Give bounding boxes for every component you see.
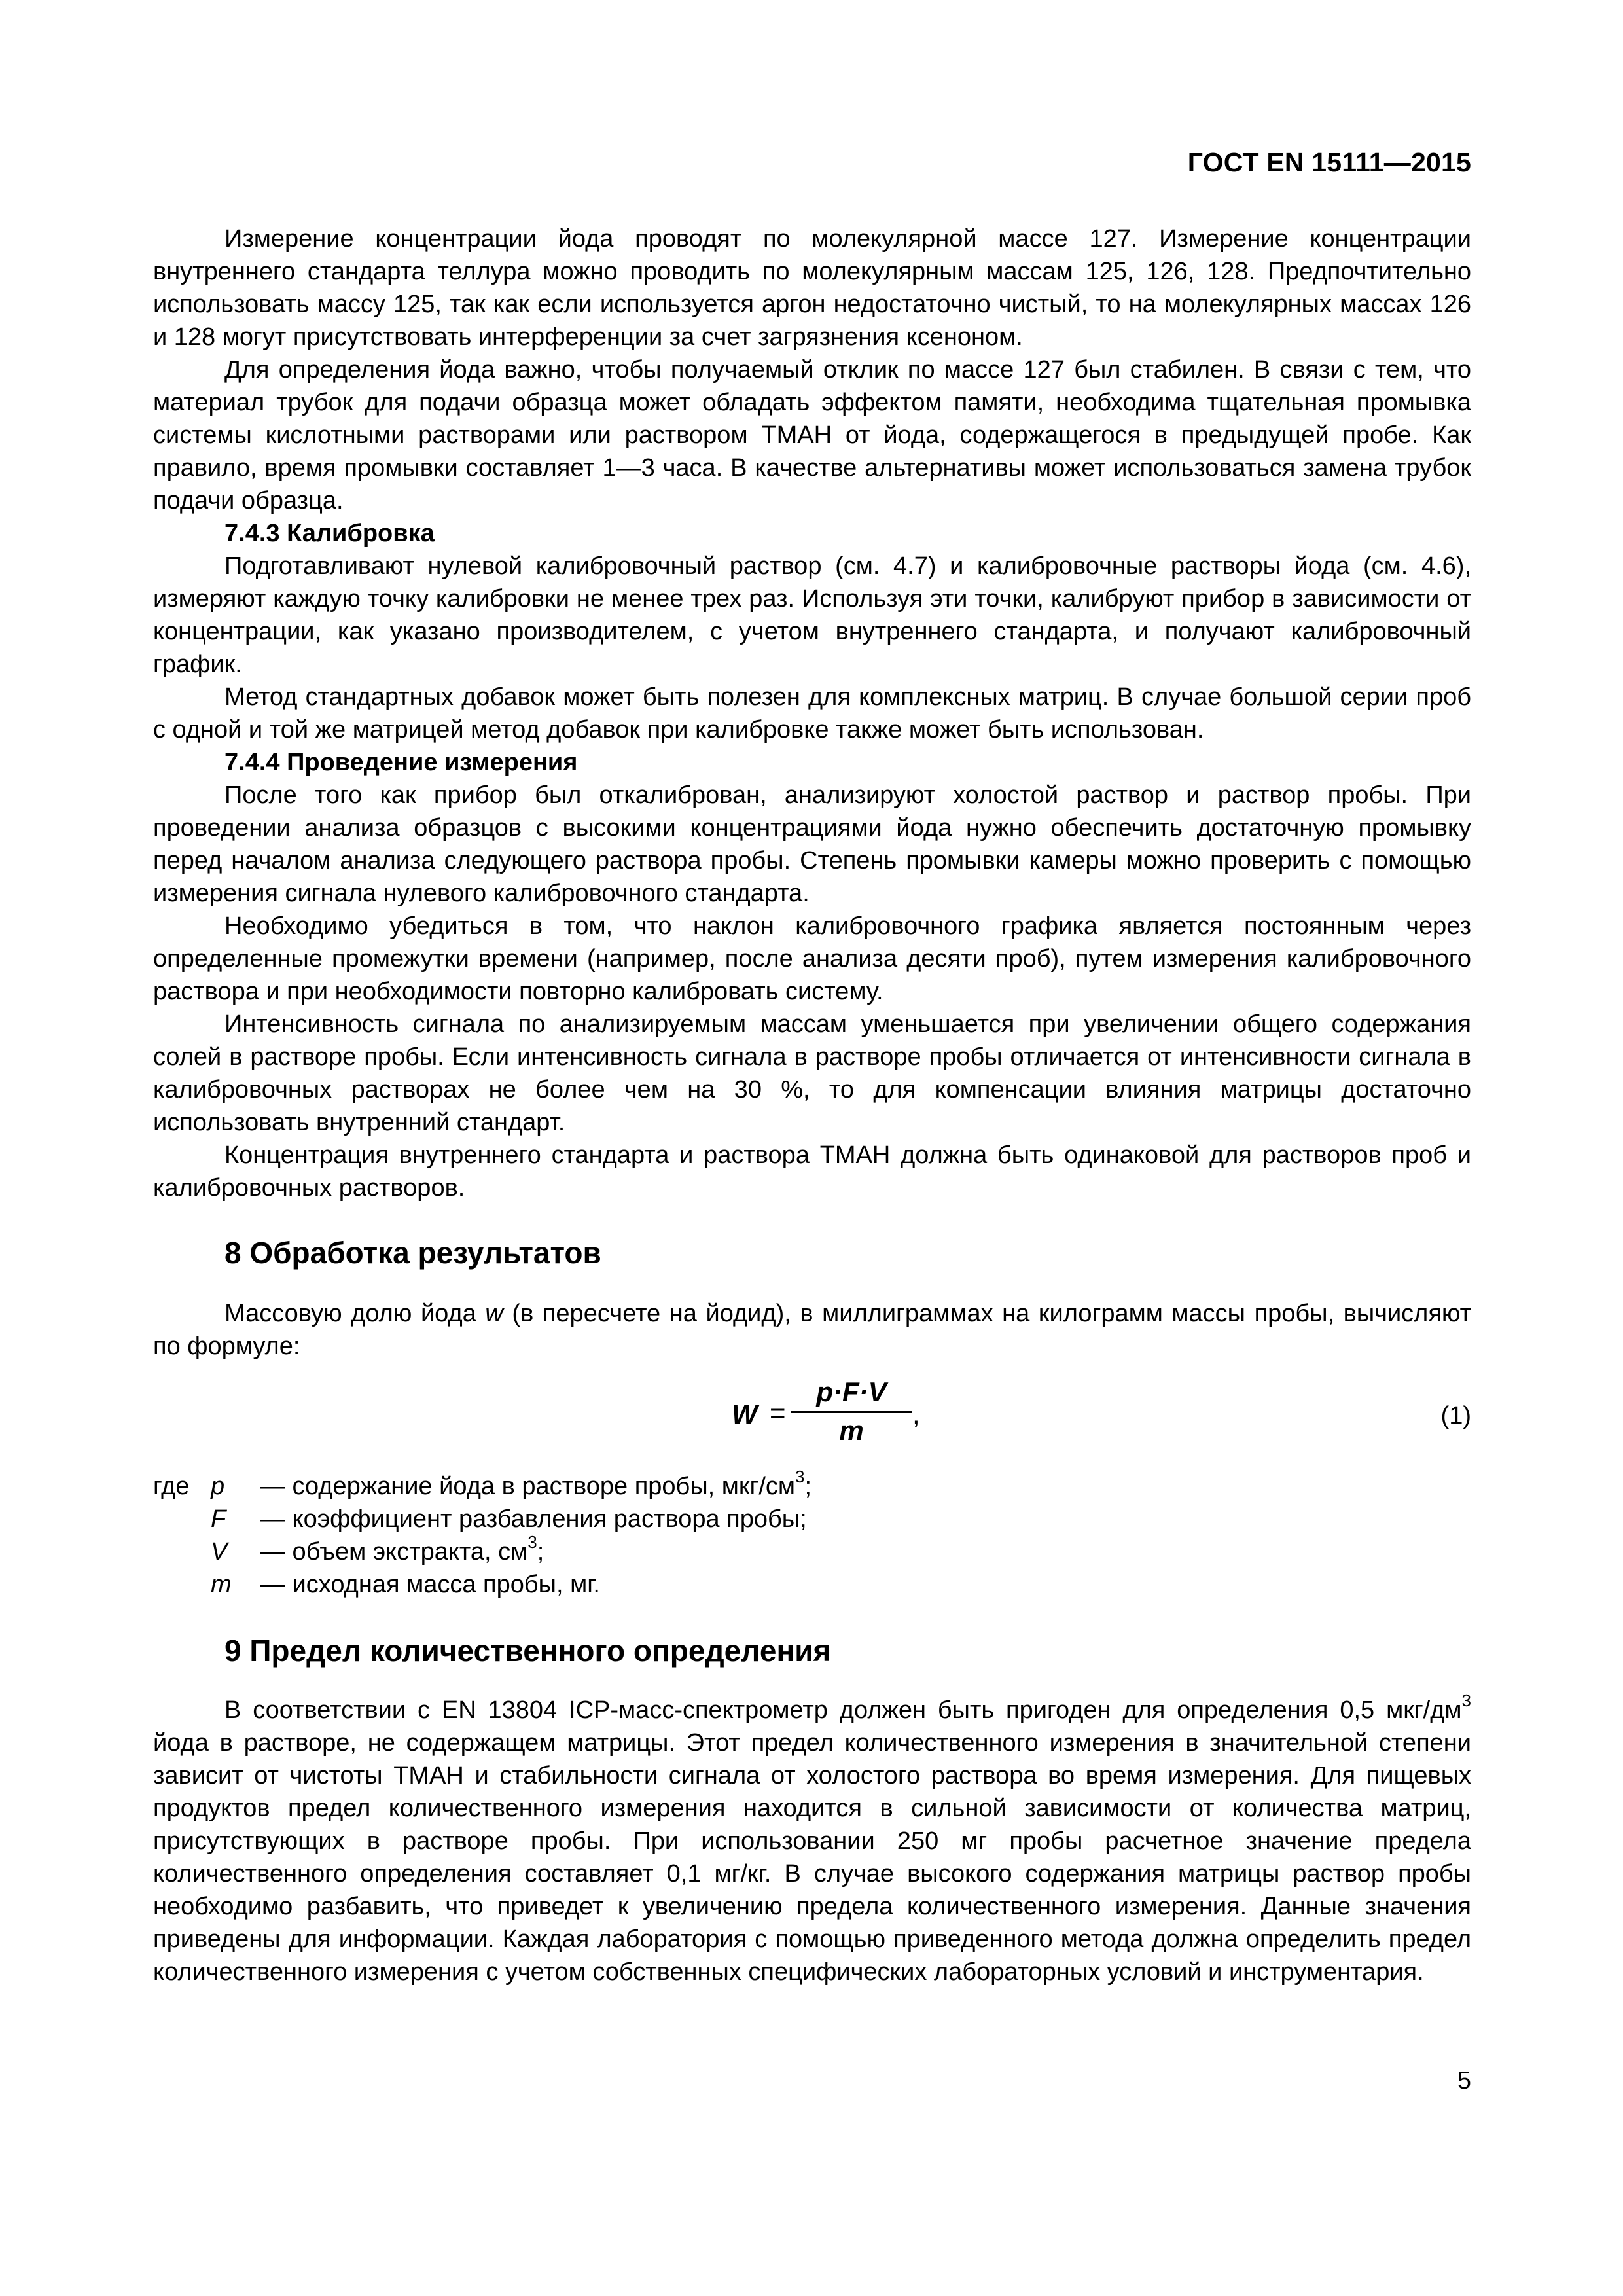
paragraph-mass-fraction-post: (в пересчете на йодид), в миллиграммах на килограмм массы пробы, вычисляют по формуле: (153, 1300, 1471, 1360)
legend-definition: — коэффициент разбавления раствора пробы; (260, 1505, 807, 1533)
legend-row-m (153, 1568, 1471, 1601)
legend-definition-text: — объем экстракта, см (260, 1538, 528, 1566)
variable-w: w (485, 1300, 503, 1327)
formula-denominator: m (839, 1415, 864, 1446)
paragraph-quantification-limit-post: йода в растворе, не содержащем матрицы. Этот предел количественного измерения в значительной степени зависит от чистоты ТМАН и стабильности сигнала от холостого раствора во время измерения. Для пищевых продуктов предел количественного измерения находится в сильной зависимости от количества матриц, присутствующих в растворе пробы. При использовании 250 мг пробы расчетное значение предела количественного определения составляет 0,1 мг/кг. В случае высокого содержания матрицы раствор пробы необходимо разбавить, что приведет к увеличению предела количественного измерения. Данные значения приведены для информации. Каждая лаборатория с помощью приведенного метода должна определить предел количественного измерения с учетом собственных специфических лабораторных условий и инструментария. (153, 1729, 1471, 1986)
formula-lhs: W (732, 1399, 758, 1429)
paragraph-mass-fraction (153, 1297, 1471, 1363)
paragraph-after-calibration: После того как прибор был откалиброван, анализируют холостой раствор и раствор пробы. При проведении анализа образцов с высокими концентрациями йода нужно обеспечить достаточную промывку перед началом анализа следующего раствора пробы. Степень промывки камеры можно проверить с помощью измерения сигнала нулевого калибровочного стандарта. (153, 781, 1471, 907)
legend-definition-tail: ; (537, 1538, 544, 1566)
legend-definition-tail: ; (804, 1473, 812, 1500)
formula-fraction-bar (791, 1411, 912, 1413)
formula-fraction (791, 1376, 912, 1447)
legend-superscript: 3 (527, 1532, 537, 1552)
legend-superscript: 3 (795, 1467, 805, 1487)
legend-symbol: F (211, 1505, 226, 1533)
paragraph-quantification-limit (153, 1691, 1471, 1988)
document-standard-id: ГОСТ EN 15111—2015 (1187, 147, 1471, 177)
paragraph-internal-standard: Концентрация внутреннего стандарта и раствора ТМАН должна быть одинаковой для растворов проб и калибровочных растворов. (153, 1141, 1471, 1202)
document-body (153, 223, 1471, 1988)
formula-1 (153, 1376, 1471, 1456)
formula-numerator: p·F·V (816, 1376, 887, 1407)
legend-row-v (153, 1532, 1471, 1568)
legend-row-f (153, 1503, 1471, 1535)
paragraph-slope-check: Необходимо убедиться в том, что наклон калибровочного графика является постоянным через определенные промежутки времени (например, после анализа десяти проб), путем измерения калибровочного раствора и при необходимости повторно калибровать систему. (153, 912, 1471, 1005)
formula-comma: , (912, 1399, 920, 1429)
paragraph-standard-additions: Метод стандартных добавок может быть полезен для комплексных матриц. В случае большой серии проб с одной и той же матрицей метод добавок при калибровке также может быть использован. (153, 683, 1471, 744)
superscript-3: 3 (1461, 1691, 1471, 1711)
legend-symbol: V (211, 1538, 228, 1566)
page-number: 5 (1457, 2067, 1471, 2094)
legend-definition-text: — содержание йода в растворе пробы, мкг/см (260, 1473, 796, 1500)
paragraph-mass-fraction-pre: Массовую долю йода (224, 1300, 486, 1327)
legend-spacer (153, 1568, 211, 1601)
formula-number: (1) (1440, 1402, 1471, 1429)
legend-where: где (153, 1473, 190, 1500)
section-heading-8: 8 Обработка результатов (224, 1236, 601, 1270)
paragraph-quantification-limit-pre: В соответствии с EN 13804 ICP-масс-спектрометр должен быть пригоден для определения 0,5 мкг/дм (224, 1696, 1462, 1724)
legend-definition (260, 1467, 1471, 1503)
legend-definition: — исходная масса пробы, мг. (260, 1571, 600, 1598)
legend-spacer (153, 1535, 211, 1568)
paragraph-signal-intensity: Интенсивность сигнала по анализируемым массам уменьшается при увеличении общего содержания солей в растворе пробы. Если интенсивность сигнала в растворе пробы отличается от интенсивности сигнала в калибровочных растворах не более чем на 30 %, то для компенсации влияния матрицы достаточно использовать внутренний стандарт. (153, 1011, 1471, 1136)
legend-definition (260, 1532, 1471, 1568)
legend-row-p (153, 1467, 1471, 1503)
paragraph-iodine-mass: Измерение концентрации йода проводят по молекулярной массе 127. Измерение концентрации внутреннего стандарта теллура можно проводить по молекулярным массам 125, 126, 128. Предпочтительно использовать массу 125, так как если используется аргон недостаточно чистый, то на молекулярных массах 126 и 128 могут присутствовать интерференции за счет загрязнения ксеноном. (153, 225, 1471, 351)
section-heading-9: 9 Предел количественного определения (224, 1634, 831, 1668)
legend-symbol: p (211, 1473, 225, 1500)
paragraph-calibration: Подготавливают нулевой калибровочный раствор (см. 4.7) и калибровочные растворы йода (см. 4.6), измеряют каждую точку калибровки не менее трех раз. Используя эти точки, калибруют прибор в зависимости от концентрации, как указано производителем, с учетом внутреннего стандарта, и получают калибровочный график. (153, 552, 1471, 678)
subsection-heading-7-4-3: 7.4.3 Калибровка (224, 520, 435, 547)
subsection-heading-7-4-4: 7.4.4 Проведение измерения (224, 749, 578, 776)
formula-legend (153, 1467, 1471, 1601)
paragraph-stable-response: Для определения йода важно, чтобы получаемый отклик по массе 127 был стабилен. В связи с тем, что материал трубок для подачи образца может обладать эффектом памяти, необходима тщательная промывка системы кислотными растворами или раствором ТМАН от йода, содержащегося в предыдущей пробе. Как правило, время промывки составляет 1—3 часа. В качестве альтернативы может использоваться замена трубок подачи образца. (153, 356, 1471, 514)
legend-spacer (153, 1503, 211, 1535)
legend-symbol: m (211, 1571, 232, 1598)
formula-equals: = (770, 1397, 786, 1428)
